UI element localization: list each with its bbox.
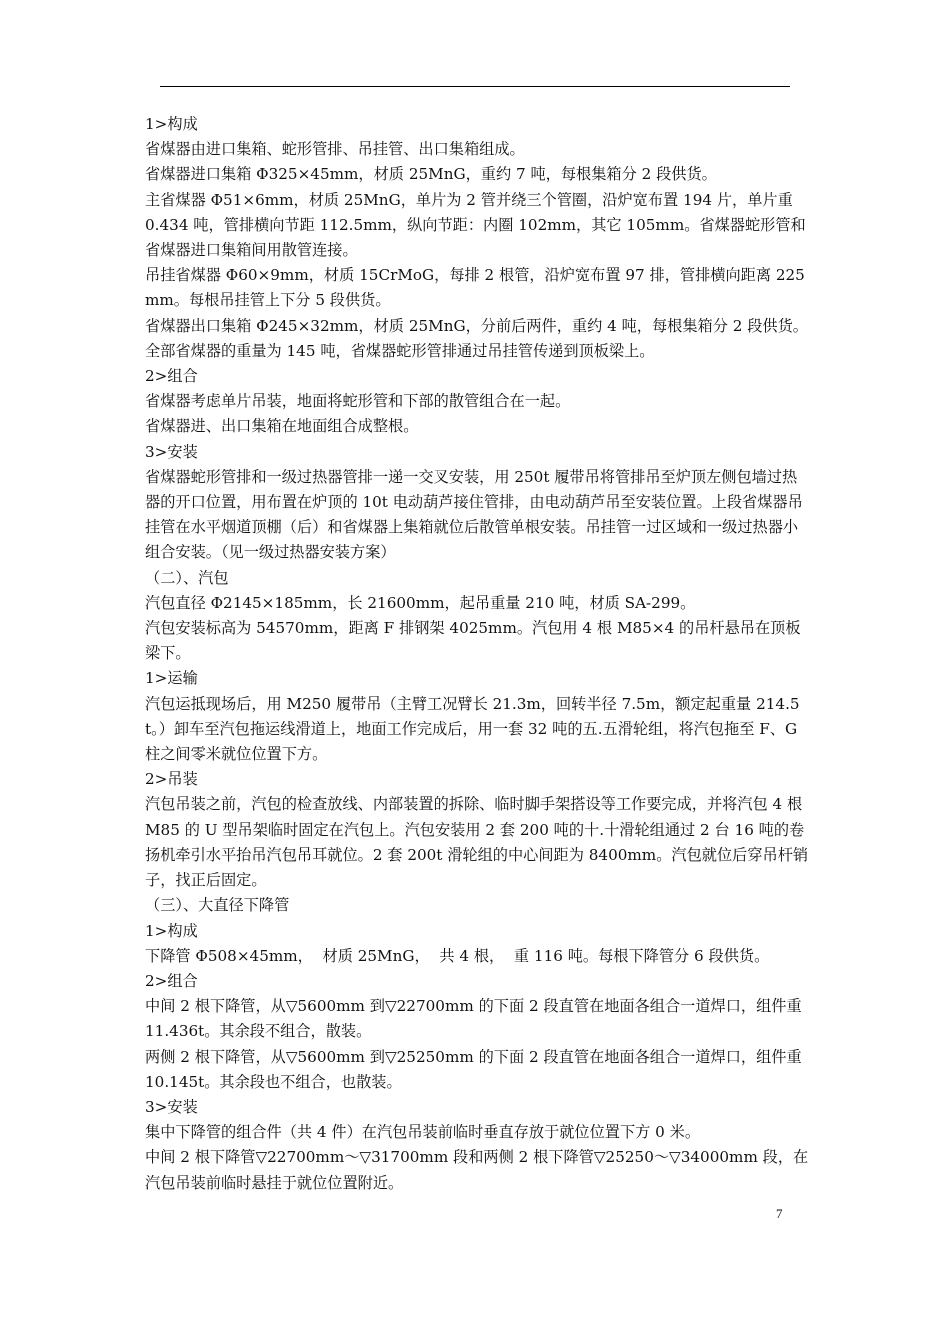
paragraph: 吊挂省煤器 Φ60×9mm，材质 15CrMoG，每排 2 根管，沿炉宽布置 97 排，管排横向距离 225mm。每根吊挂管上下分 5 段供货。: [145, 266, 805, 310]
header-rule: [160, 86, 790, 87]
heading-composition: 1>构成: [145, 115, 198, 133]
heading-assembly: 2>组合: [145, 971, 198, 990]
heading-installation: 3>安装: [145, 442, 198, 461]
paragraph: 汽包运抵现场后，用 M250 履带吊（主臂工况臂长 21.3m，回转半径 7.5m，额定起重量 214.5t。）卸车至汽包拖运线滑道上，地面工作完成后，用一套 32 吨的五.五滑轮组，将汽包拖至 F、G 柱之间零米就位位置下方。: [145, 694, 802, 764]
paragraph: 中间 2 根下降管，从▽5600mm 到▽22700mm 的下面 2 段直管在地面各组合一道焊口，组件重 11.436t。其余段不组合，散装。: [145, 997, 807, 1041]
paragraph: 下降管 Φ508×45mm， 材质 25MnG， 共 4 根， 重 116 吨。每根下降管分 6 段供货。: [145, 946, 770, 965]
heading-installation: 3>安装: [145, 1097, 198, 1116]
heading-assembly: 2>组合: [145, 367, 198, 386]
paragraph: 汽包直径 Φ2145×185mm，长 21600mm，起吊重量 210 吨，材质 SA-299。: [145, 593, 696, 612]
paragraph: 省煤器进口集箱 Φ325×45mm，材质 25MnG，重约 7 吨，每根集箱分 2 段供货。: [145, 165, 717, 184]
paragraph: 省煤器出口集箱 Φ245×32mm，材质 25MnG，分前后两件，重约 4 吨，每根集箱分 2 段供货。全部省煤器的重量为 145 吨，省煤器蛇形管排通过吊挂管传递到顶板梁上。: [145, 316, 808, 360]
paragraph: 主省煤器 Φ51×6mm，材质 25MnG，单片为 2 管并绕三个管圈，沿炉宽布置 194 片，单片重 0.434 吨，管排横向节距 112.5mm，纵向节距：内圈 102mm，其它 105mm。省煤器蛇形管和省煤器进口集箱间用散管连接。: [145, 190, 806, 260]
heading-hoisting: 2>吊装: [145, 770, 198, 789]
section-heading-downcomer: （三）、大直径下降管: [145, 896, 290, 915]
paragraph: 省煤器考虑单片吊装，地面将蛇形管和下部的散管组合在一起。: [145, 392, 571, 411]
page-number: 7: [776, 1206, 783, 1221]
paragraph: 省煤器由进口集箱、蛇形管排、吊挂管、出口集箱组成。: [145, 140, 525, 159]
section-heading-drum: （二）、汽包: [145, 568, 229, 587]
paragraph: 省煤器蛇形管排和一级过热器管排一递一交叉安装，用 250t 履带吊将管排吊至炉顶左侧包墙过热器的开口位置，用布置在炉顶的 10t 电动葫芦接住管排，由电动葫芦吊至安装位置。上段省煤器吊挂管在水平烟道顶棚（后）和省煤器上集箱就位后散管单根安装。吊挂管一过区域和一级过热器小组合安装。（见一级过热器安装方案）: [145, 467, 803, 562]
paragraph: 两侧 2 根下降管，从▽5600mm 到▽25250mm 的下面 2 段直管在地面各组合一道焊口，组件重 10.145t。其余段也不组合，也散装。: [145, 1047, 807, 1091]
heading-transport: 1>运输: [145, 669, 198, 688]
paragraph: 汽包安装标高为 54570mm，距离 F 排钢架 4025mm。汽包用 4 根 M85×4 的吊杆悬吊在顶板梁下。: [145, 619, 801, 663]
paragraph: 集中下降管的组合件（共 4 件）在汽包吊装前临时垂直存放于就位位置下方 0 米。: [145, 1123, 701, 1142]
paragraph: 省煤器进、出口集箱在地面组合成整根。: [145, 417, 419, 436]
document-body: [145, 112, 810, 1196]
paragraph: 中间 2 根下降管▽22700mm～▽31700mm 段和两侧 2 根下降管▽25250～▽34000mm 段，在汽包吊装前临时悬挂于就位位置附近。: [145, 1148, 809, 1192]
paragraph: 汽包吊装之前，汽包的检查放线、内部装置的拆除、临时脚手架搭设等工作要完成，并将汽包 4 根 M85 的 U 型吊架临时固定在汽包上。汽包安装用 2 套 200 吨的十.十滑轮组通过 2 台 16 吨的卷扬机牵引水平抬吊汽包吊耳就位。2 套 200t 滑轮组的中心间距为 8400mm。汽包就位后穿吊杆销子，找正后固定。: [145, 795, 809, 890]
heading-composition: 1>构成: [145, 921, 198, 940]
